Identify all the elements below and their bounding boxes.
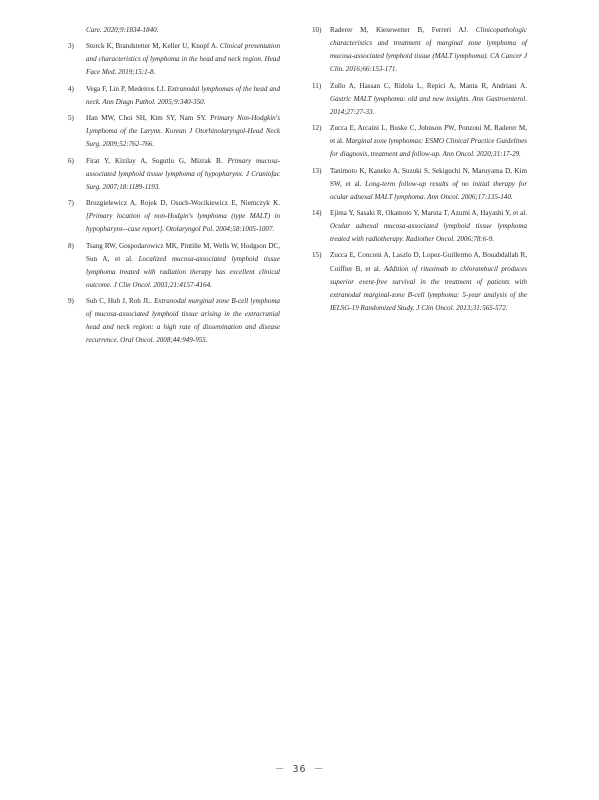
reference-authors: Bruzgielewicz A, Rojek D, Osuch-Wocikiewicz E, Niemczyk K. bbox=[86, 199, 280, 208]
reference-item bbox=[312, 165, 527, 204]
reference-title: Gastric MALT lymphoma: old and new insights. Ann Gastroenterol. 2014;27:27-33. bbox=[330, 94, 527, 116]
reference-number: 5) bbox=[68, 114, 74, 123]
reference-title: Extranodal lymphomas of the head and neck. Ann Diagn Pathol. 2005;9:340-350. bbox=[86, 84, 280, 106]
reference-authors: Ejima Y, Sasaki R, Okamoto Y, Maruta T, Azumi A, Hayashi Y, et al. bbox=[330, 208, 527, 217]
references-left-column bbox=[68, 24, 280, 351]
reference-authors: Tsang RW, Gospodarowicz MK, Pintilie M, Wells W, Hodgson DC, Sun A, et al. bbox=[86, 241, 280, 263]
reference-number: 9) bbox=[68, 297, 74, 306]
reference-title: Primary mucosa-associated lymphoid tissue lymphoma of hypopharynx. J Craniofac Surg. 2007;18:1189-1193. bbox=[86, 156, 281, 191]
reference-number: 6) bbox=[68, 156, 74, 165]
reference-number: 4) bbox=[68, 84, 74, 93]
reference-authors: Vega F, Lin P, Medeiros LJ. bbox=[86, 84, 168, 93]
reference-item bbox=[312, 80, 527, 119]
reference-title: [Primary location of non-Hodgin's lymphoma (type MALT) in hypopharynx--case report]. Otolaryngol Pol. 2004;58:1005-1007. bbox=[86, 212, 280, 234]
reference-number: 12) bbox=[312, 124, 322, 133]
reference-title: Clinicopathologic characteristics and treatment of marginal zone lymphoma of mucosa-associated lymphoid tissue (MALT lymphoma). CA Cancer J Clin. 2016;66:153-171. bbox=[330, 26, 527, 74]
page-number: － 36 － bbox=[274, 764, 325, 775]
reference-title: Addition of rituximab to chlorambucil produces superior event-free survival in the treatment of patients with extranodal marginal-zone B-cell lymphoma: 5-year analysis of the IELSG-19 Randomized Study. J Clin Oncol. 2013;31:565-572. bbox=[330, 264, 527, 312]
reference-item bbox=[68, 112, 280, 151]
reference-authors: Zullo A, Hassan C, Ridola L, Repici A, Manta R, Andriani A. bbox=[330, 81, 527, 90]
reference-item bbox=[312, 24, 527, 76]
reference-item bbox=[68, 295, 280, 347]
reference-number: 15) bbox=[312, 251, 322, 260]
reference-item bbox=[68, 24, 280, 37]
references-right-column bbox=[312, 24, 527, 318]
reference-item bbox=[68, 40, 280, 79]
reference-authors: Han MW, Choi SH, Kim SY, Nam SY. bbox=[86, 114, 211, 123]
reference-authors: Raderer M, Kiesewetter B, Ferreri AJ. bbox=[330, 26, 476, 34]
reference-title: Long-term follow-up results of no initial therapy for ocular adnexal MALT lymphoma. Ann Oncol. 2006;17:135-140. bbox=[330, 179, 527, 201]
reference-item bbox=[312, 249, 527, 314]
reference-item bbox=[312, 207, 527, 246]
reference-authors: Firat Y, Kizilay A, Sogutlu G, Mizrak B. bbox=[86, 156, 228, 165]
reference-item bbox=[312, 122, 527, 161]
reference-title: Ocular adnexal mucosa-associated lymphoid tissue lymphoma treated with radiotherapy. Radiother Oncol. 2006;78:6-9. bbox=[330, 222, 527, 244]
reference-number: 14) bbox=[312, 208, 322, 217]
reference-title: Care. 2020;9:1834-1840. bbox=[86, 26, 159, 34]
reference-title: Extranodal marginal zone B-cell lymphoma of mucosa-associated lymphoid tissue arising in the extracranial head and neck region: a high rate of dissemination and disease recurrence. Oral Oncol. 2008;44:949-955. bbox=[86, 297, 280, 345]
reference-number: 11) bbox=[312, 81, 322, 90]
reference-number: 10) bbox=[312, 26, 322, 34]
reference-number: 7) bbox=[68, 199, 74, 208]
reference-item bbox=[68, 155, 280, 194]
reference-authors: Tanimoto K, Kaneko A, Suzuki S, Sekiguchi N, Maruyama D, Kim SW, et al. bbox=[330, 166, 527, 188]
reference-authors: Zucca E, Conconi A, Laszlo D, Lopez-Guillermo A, Bouabdallah R, Coiffier B, et al. bbox=[330, 251, 527, 273]
reference-item bbox=[68, 240, 280, 292]
reference-authors: Suh C, Huh J, Roh JL. bbox=[86, 297, 155, 306]
reference-item bbox=[68, 197, 280, 236]
reference-title: Marginal zone lymphomas: ESMO Clinical Practice Guidelines for diagnosis, treatment and follow-up. Ann Oncol. 2020;31:17-29. bbox=[330, 137, 527, 159]
reference-authors: Storck K, Brandstetter M, Keller U, Knopf A. bbox=[86, 42, 220, 51]
reference-item bbox=[68, 83, 280, 109]
reference-number: 3) bbox=[68, 42, 74, 51]
reference-authors: Zucca E, Arcaini L, Buske C, Johnson PW, Ponzoni M, Raderer M, et al. bbox=[330, 124, 527, 146]
reference-title: Localized mucosa-associated lymphoid tissue lymphoma treated with radiation therapy has excellent clinical outcome. J Clin Oncol. 2003;21:4157-4164. bbox=[86, 254, 280, 289]
reference-title: Primary Non-Hodgkin's Lymphoma of the Larynx. Korean J Otorhinolaryngol-Head Neck Surg. 2009;52:762-766. bbox=[86, 114, 281, 149]
reference-title: Clinical presentation and characteristics of lymphoma in the head and neck region. Head Face Med. 2019;15:1-8. bbox=[86, 42, 280, 77]
reference-number: 13) bbox=[312, 166, 322, 175]
reference-number: 8) bbox=[68, 241, 74, 250]
